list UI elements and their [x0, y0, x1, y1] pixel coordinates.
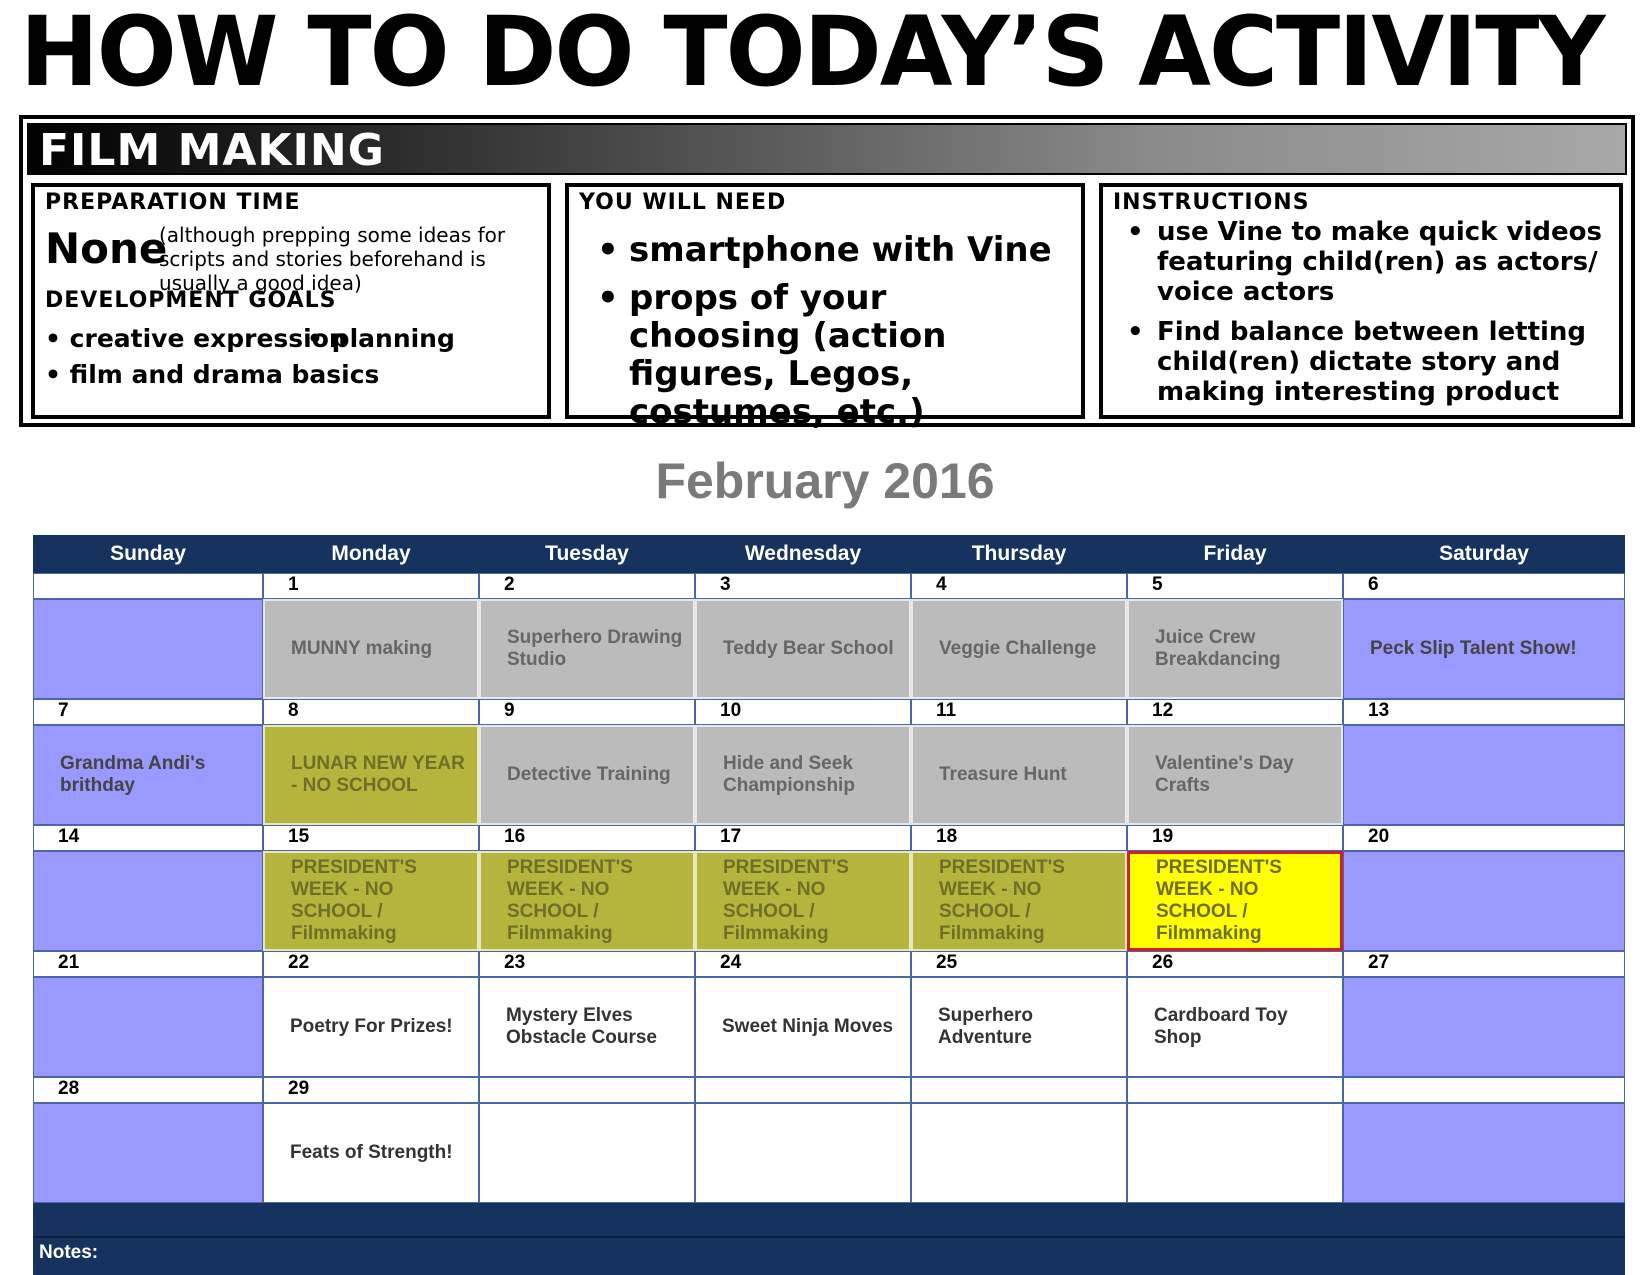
event-cell[interactable] — [1343, 599, 1625, 699]
date-cell: 15 — [263, 825, 479, 851]
preparation-heading: PREPARATION TIME — [45, 190, 301, 215]
bullet-icon: • — [597, 230, 619, 270]
date-cell: 20 — [1343, 825, 1625, 851]
event-cell[interactable] — [263, 851, 479, 951]
event-label: PRESIDENT'S WEEK - NO SCHOOL / Filmmaking — [723, 857, 849, 944]
date-cell — [911, 1077, 1127, 1103]
supplies-heading: YOU WILL NEED — [579, 190, 787, 215]
instructions-heading: INSTRUCTIONS — [1113, 190, 1310, 215]
instruction-text: Find balance between letting child(ren) dictate story and making interesting product — [1157, 317, 1587, 407]
date-cell — [479, 1077, 695, 1103]
event-label: PRESIDENT'S WEEK - NO SCHOOL / Filmmaking — [507, 857, 633, 944]
activity-panel — [19, 115, 1635, 432]
day-header-wednesday: Wednesday — [744, 542, 862, 565]
event-cell[interactable] — [479, 851, 695, 951]
event-cell[interactable] — [1127, 725, 1343, 825]
date-cell: 21 — [33, 951, 263, 977]
event-label: PRESIDENT'S WEEK - NO SCHOOL / Filmmaking — [1156, 857, 1282, 944]
event-cell[interactable] — [695, 977, 911, 1077]
calendar-title: February 2016 — [655, 453, 995, 509]
date-cell: 2 — [479, 573, 695, 599]
date-cell: 16 — [479, 825, 695, 851]
goal-item: • planning — [307, 324, 455, 353]
event-label: Peck Slip Talent Show! — [1370, 638, 1577, 659]
event-label: PRESIDENT'S WEEK - NO SCHOOL / Filmmaking — [291, 857, 417, 944]
date-cell — [695, 1077, 911, 1103]
event-cell[interactable] — [1343, 851, 1625, 951]
event-label: Hide and Seek Championship — [723, 753, 855, 796]
event-cell[interactable] — [1127, 977, 1343, 1077]
supply-text: smartphone with Vine — [629, 230, 1052, 270]
event-cell[interactable] — [479, 599, 695, 699]
event-cell[interactable] — [911, 725, 1127, 825]
event-label: Superhero Drawing Studio — [507, 627, 683, 670]
event-cell[interactable] — [911, 977, 1127, 1077]
event-cell[interactable] — [1343, 977, 1625, 1077]
date-cell: 24 — [695, 951, 911, 977]
date-cell: 11 — [911, 699, 1127, 725]
event-cell[interactable] — [911, 851, 1127, 951]
event-cell[interactable] — [33, 1103, 263, 1203]
event-label: Teddy Bear School — [723, 638, 894, 659]
date-cell: 10 — [695, 699, 911, 725]
instruction-item — [1127, 317, 1617, 409]
day-header-monday: Monday — [331, 542, 411, 565]
date-cell: 14 — [33, 825, 263, 851]
event-cell[interactable] — [695, 851, 911, 951]
event-label: Sweet Ninja Moves — [722, 1016, 894, 1037]
bullet-icon: • — [597, 278, 619, 318]
event-label: Treasure Hunt — [939, 764, 1067, 785]
event-label: Feats of Strength! — [290, 1142, 453, 1163]
date-cell: 29 — [263, 1077, 479, 1103]
event-cell[interactable] — [479, 1103, 695, 1203]
instruction-text: use Vine to make quick videos featuring child(ren) as actors/ voice actors — [1157, 217, 1602, 307]
instruction-item — [1127, 217, 1617, 309]
supply-item — [597, 231, 1057, 271]
date-cell: 22 — [263, 951, 479, 977]
event-cell[interactable] — [695, 1103, 911, 1203]
day-header-tuesday: Tuesday — [545, 542, 629, 565]
date-cell: 26 — [1127, 951, 1343, 977]
date-cell: 25 — [911, 951, 1127, 977]
event-label: Poetry For Prizes! — [290, 1016, 453, 1037]
event-cell[interactable] — [1127, 851, 1343, 951]
supply-text: props of your choosing (action figures, Legos, costumes, etc.) — [629, 278, 947, 432]
date-cell: 19 — [1127, 825, 1343, 851]
event-cell[interactable] — [33, 977, 263, 1077]
event-cell[interactable] — [33, 851, 263, 951]
date-cell: 18 — [911, 825, 1127, 851]
date-cell: 28 — [33, 1077, 263, 1103]
event-cell[interactable] — [1343, 1103, 1625, 1203]
date-cell: 13 — [1343, 699, 1625, 725]
event-label: LUNAR NEW YEAR - NO SCHOOL — [291, 753, 465, 796]
event-label: Cardboard Toy Shop — [1154, 1005, 1288, 1048]
preparation-note: (although prepping some ideas for scripts and stories beforehand is usually a good idea) — [159, 223, 506, 295]
event-cell[interactable] — [263, 599, 479, 699]
event-cell[interactable] — [695, 599, 911, 699]
event-cell[interactable] — [1127, 1103, 1343, 1203]
bullet-icon: • — [1127, 317, 1144, 347]
date-cell: 12 — [1127, 699, 1343, 725]
event-label: Valentine's Day Crafts — [1155, 753, 1294, 796]
date-cell — [33, 573, 263, 599]
event-cell[interactable] — [263, 1103, 479, 1203]
bullet-icon: • — [1127, 217, 1144, 247]
goal-item: • creative expression — [45, 324, 347, 353]
page-title: HOW TO DO TODAY’S ACTIVITY — [20, 0, 1604, 108]
preparation-value: None — [45, 224, 168, 273]
supply-item — [597, 278, 1057, 432]
date-cell: 1 — [263, 573, 479, 599]
date-cell: 4 — [911, 573, 1127, 599]
date-cell: 6 — [1343, 573, 1625, 599]
event-label: MUNNY making — [291, 638, 433, 659]
event-cell[interactable] — [695, 725, 911, 825]
date-cell — [1343, 1077, 1625, 1103]
date-cell: 5 — [1127, 573, 1343, 599]
event-label: PRESIDENT'S WEEK - NO SCHOOL / Filmmaking — [939, 857, 1065, 944]
date-cell: 23 — [479, 951, 695, 977]
event-cell[interactable] — [263, 725, 479, 825]
development-heading: DEVELOPMENT GOALS — [45, 288, 337, 313]
goal-item: • film and drama basics — [45, 360, 380, 389]
date-cell — [1127, 1077, 1343, 1103]
event-cell[interactable] — [911, 1103, 1127, 1203]
event-cell[interactable] — [479, 725, 695, 825]
calendar-notes: Notes: — [33, 1236, 1625, 1275]
event-cell[interactable] — [33, 599, 263, 699]
day-header-saturday: Saturday — [1439, 542, 1529, 565]
event-cell[interactable] — [263, 977, 479, 1077]
calendar-grid — [33, 535, 1625, 1275]
event-cell[interactable] — [479, 977, 695, 1077]
day-header-sunday: Sunday — [110, 542, 186, 565]
activity-header — [27, 123, 1627, 175]
event-cell[interactable] — [33, 725, 263, 825]
supplies-box — [565, 183, 1085, 432]
date-cell: 8 — [263, 699, 479, 725]
date-cell: 17 — [695, 825, 911, 851]
event-label: Grandma Andi's brithday — [60, 753, 206, 796]
event-cell[interactable] — [1343, 725, 1625, 825]
date-cell: 3 — [695, 573, 911, 599]
activity-name: FILM MAKING — [39, 125, 385, 176]
date-cell: 27 — [1343, 951, 1625, 977]
event-label: Detective Training — [507, 764, 671, 785]
event-cell[interactable] — [911, 599, 1127, 699]
day-header-friday: Friday — [1203, 542, 1267, 565]
date-cell: 9 — [479, 699, 695, 725]
event-cell[interactable] — [1127, 599, 1343, 699]
date-cell: 7 — [33, 699, 263, 725]
preparation-box — [31, 183, 551, 419]
day-header-thursday: Thursday — [971, 542, 1067, 565]
event-label: Mystery Elves Obstacle Course — [506, 1005, 657, 1048]
event-label: Veggie Challenge — [939, 638, 1097, 659]
event-label: Superhero Adventure — [938, 1005, 1034, 1048]
event-label: Juice Crew Breakdancing — [1155, 627, 1281, 670]
instructions-box — [1099, 183, 1623, 419]
